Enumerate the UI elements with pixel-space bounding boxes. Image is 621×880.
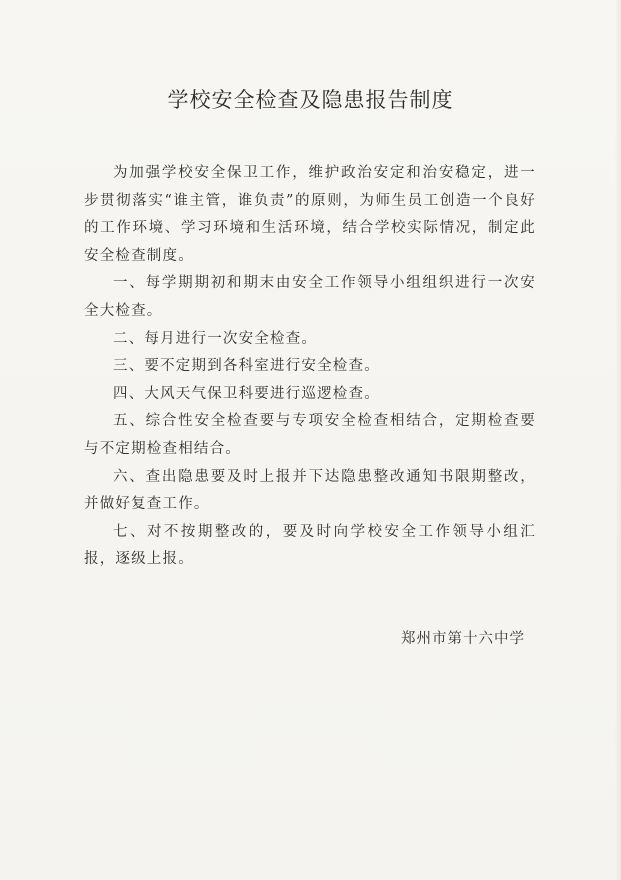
rule-item-3: 三、要不定期到各科室进行安全检查。 xyxy=(113,358,380,375)
rule-item-6: 六、查出隐患要及时上报并下达隐患整改通知书限期整改，并做好复查工作。 xyxy=(84,468,536,513)
rule-item-7: 七、对不按期整改的，要及时向学校安全工作领导小组汇报，逐级上报。 xyxy=(84,523,536,568)
intro-paragraph: 为加强学校安全保卫工作，维护政治安定和治安稳定，进一步贯彻落实“谁主管，谁负责”的原则，为师生员工创造一个良好的工作环境、学习环境和生活环境，结合学校实际情况，制定此安全检查制度。 xyxy=(84,165,536,264)
document-body xyxy=(84,160,536,574)
rule-item-4: 四、大风天气保卫科要进行巡逻检查。 xyxy=(113,385,380,402)
school-signature: 郑州市第十六中学 xyxy=(401,631,525,647)
document-title: 学校安全检查及隐患报告制度 xyxy=(167,88,454,112)
rule-item-2: 二、每月进行一次安全检查。 xyxy=(113,330,318,347)
rule-item-5: 五、综合性安全检查要与专项安全检查相结合，定期检查要与不定期检查相结合。 xyxy=(84,413,536,457)
page-edge-shadow xyxy=(615,0,621,880)
rule-item-1: 一、每学期期初和期末由安全工作领导小组组织进行一次安全大检查。 xyxy=(84,275,536,319)
